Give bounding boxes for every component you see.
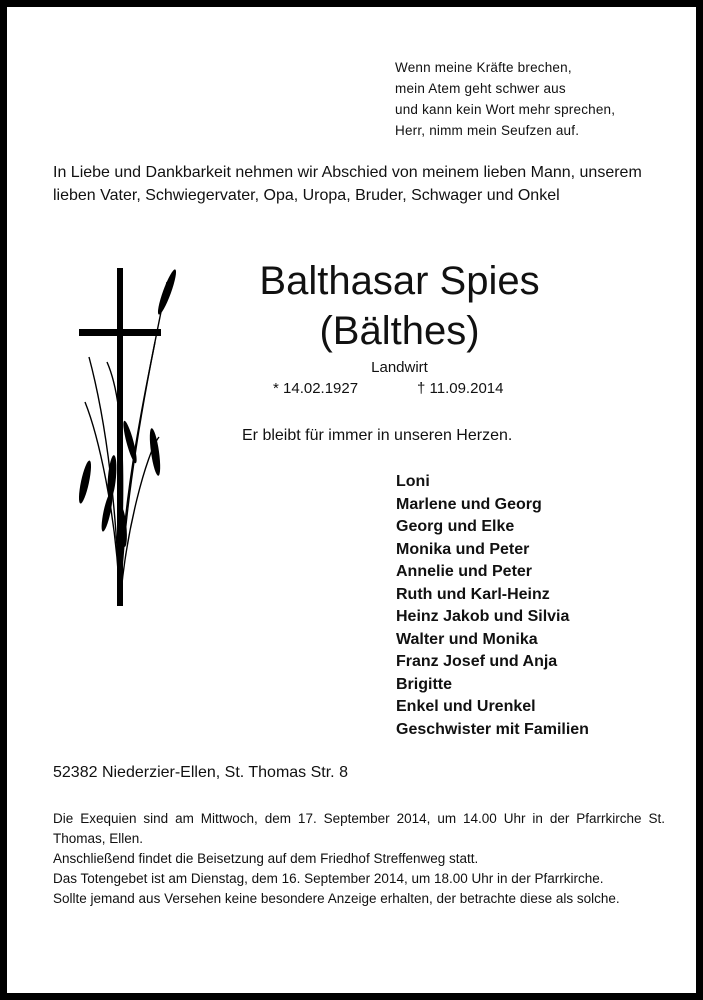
address: 52382 Niederzier-Ellen, St. Thomas Str. 8	[53, 764, 348, 781]
birth-date: * 14.02.1927	[273, 380, 359, 397]
family-member: Geschwister mit Familien	[396, 720, 589, 738]
family-member: Ruth und Karl-Heinz	[396, 585, 550, 603]
family-member: Georg und Elke	[396, 518, 515, 535]
family-member: Monika und Peter	[396, 540, 530, 558]
poem-line: Herr, nimm mein Seufzen auf.	[395, 123, 580, 138]
family-member: Heinz Jakob und Silvia	[396, 608, 570, 625]
family-member: Brigitte	[396, 675, 452, 693]
details-paragraph: Anschließend findet die Beisetzung auf dem Friedhof Streffenweg statt.	[53, 851, 479, 866]
deceased-name: Balthasar Spies	[259, 259, 540, 303]
family-member: Marlene und Georg	[396, 495, 542, 513]
service-details	[53, 809, 665, 909]
poem	[395, 57, 615, 141]
family-list	[396, 471, 589, 741]
family-member: Enkel und Urenkel	[396, 698, 536, 715]
motto: Er bleibt für immer in unseren Herzen.	[242, 427, 513, 444]
poem-line: Wenn meine Kräfte brechen,	[395, 60, 572, 75]
family-member: Annelie und Peter	[396, 563, 533, 580]
death-date: † 11.09.2014	[417, 380, 504, 397]
deceased-profession: Landwirt	[371, 359, 428, 376]
poem-line: mein Atem geht schwer aus	[395, 81, 566, 96]
family-member: Walter und Monika	[396, 630, 538, 648]
intro-text: In Liebe und Dankbarkeit nehmen wir Abschied von meinem lieben Mann, unserem lieben Vater, Schwiegervater, Opa, Uropa, Bruder, Schwager und Onkel	[53, 164, 642, 204]
deceased-nickname: (Bälthes)	[319, 309, 480, 353]
family-member: Franz Josef und Anja	[396, 653, 558, 670]
family-member: Loni	[396, 473, 430, 490]
details-paragraph: Die Exequien sind am Mittwoch, dem 17. September 2014, um 14.00 Uhr in der Pfarrkirche St. Thomas, Ellen.	[53, 811, 665, 846]
details-paragraph: Das Totengebet ist am Dienstag, dem 16. September 2014, um 18.00 Uhr in der Pfarrkirche.	[53, 871, 604, 886]
poem-line: und kann kein Wort mehr sprechen,	[395, 102, 616, 117]
details-paragraph: Sollte jemand aus Versehen keine besondere Anzeige erhalten, der betrachte diese als solche.	[53, 891, 620, 906]
cross-wheat-icon	[67, 262, 177, 612]
